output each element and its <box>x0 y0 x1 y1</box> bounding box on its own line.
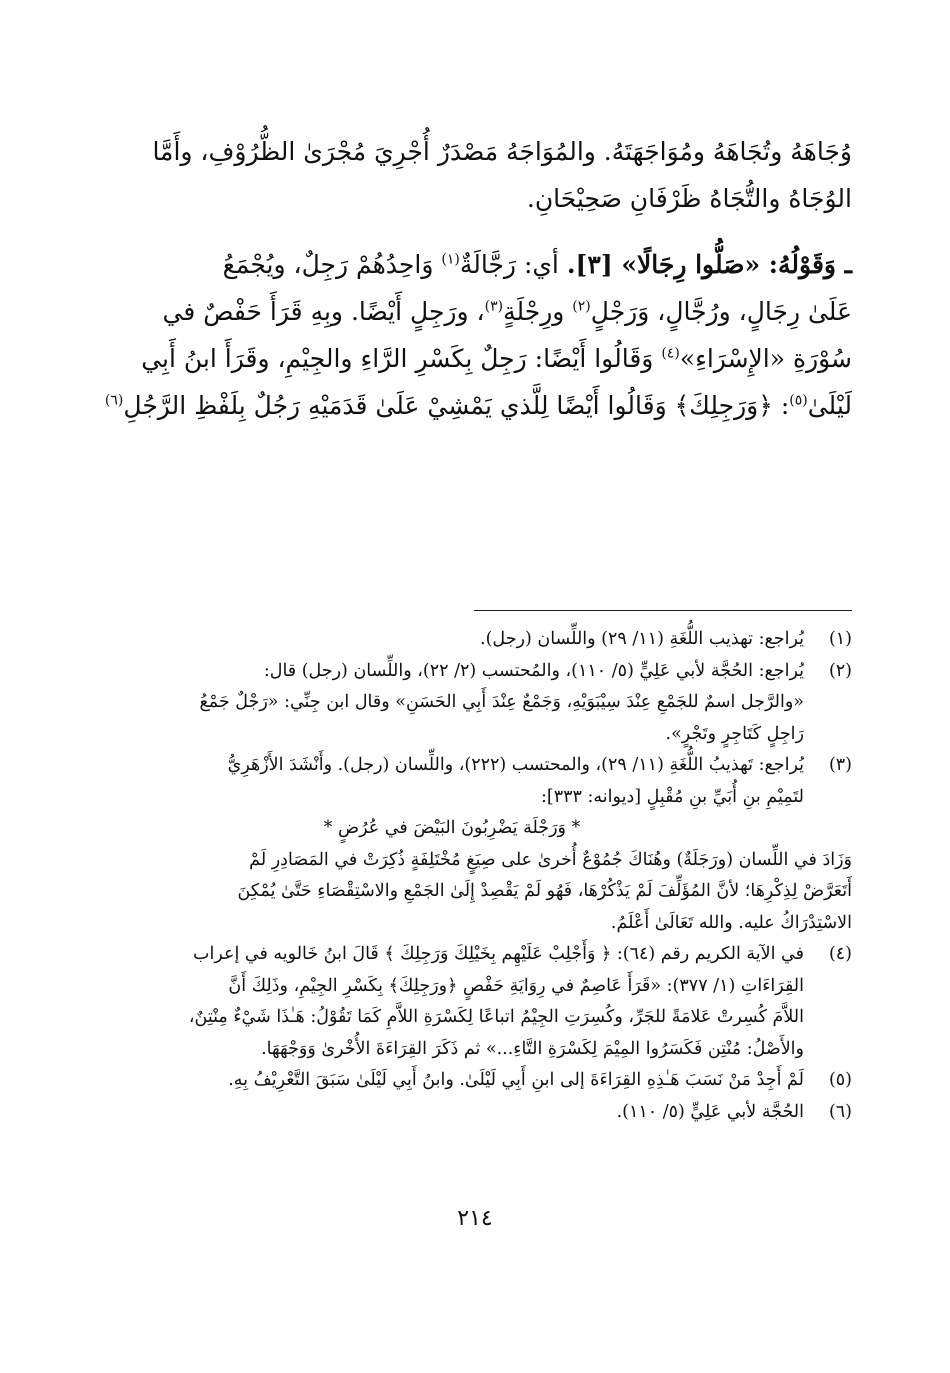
footnote-6 <box>100 1097 852 1129</box>
footnote-number: (٦) <box>828 1101 852 1122</box>
footnote-line: وَزَادَ في اللِّسان (ورَجَلَةٌ) وهُنَاكَ جُمُوْعٌ أُخرىٰ على صِيَغٍ مُخْتَلِفَةٍ ذُكِرَتْ في المَصَادِرِ لَمْ <box>249 849 852 870</box>
p2-text: أي: رَجَّالَةٌ <box>459 250 559 279</box>
footnote-text <box>100 750 804 813</box>
paragraph-1 <box>100 128 852 222</box>
footnote-divider <box>474 610 852 611</box>
p2-text: سُوْرَةِ «الإِسْرَاءِ» <box>679 344 852 373</box>
footnote-line: الاسْتِدْرَاكُ عليه. والله تَعَالَىٰ أَعْلَمُ. <box>610 912 852 933</box>
footnote-text <box>100 939 804 1065</box>
footnote-line: اللاَّمَ كُسِرتْ عَلامَةً للجَرِّ، وكُسِرَتِ الجِيْمُ اتباعًا لِكَسْرَةِ اللاَّمِ كَمَا تَقُوْلُ: هَـٰذَا شَيْءٌ مِنْتِنٌ، <box>188 1007 804 1027</box>
footnote-text <box>100 1097 804 1129</box>
footnote-line: الحُجَّة لأبي عَلِيٍّ (٥/ ١١٠). <box>616 1101 804 1122</box>
footnote-text <box>100 656 804 751</box>
page-number: ٢١٤ <box>457 1206 493 1231</box>
footnote-3 <box>100 750 852 813</box>
p1-line-2: الوُجَاهُ والتُّجَاهُ ظَرْفَانِ صَحِيْحَانِ. <box>526 184 852 213</box>
footnote-line: أَتَعَرَّضْ لِذِكْرِهَا؛ لأنَّ المُؤَلِّفَ لَمْ يَذْكُرْهَا، فَهُو لَمْ يَقْصِدْ إِلَىٰ الجَمْعِ والاسْتِقْصَاءِ حَتَّىٰ يُمْكِنَ <box>237 881 852 901</box>
p2-text: لَيْلَىٰ <box>807 391 852 420</box>
footnote-number: (٤) <box>828 944 852 964</box>
footnote-5 <box>100 1065 852 1097</box>
footnote-line: يُراجع: تهذيب اللُّغَةِ (١١/ ٢٩) واللِّسان (رجل). <box>480 629 804 649</box>
footnote-text <box>100 624 804 656</box>
footnote-line: والأَصْلُ: مُنْتِن فَكَسَرُوا المِيْمَ لِكَسْرَةِ التَّاءِ...» ثم ذَكَرَ القِرَاءَةَ الأُخْرىٰ وَوَجْهَهَا. <box>261 1038 804 1059</box>
main-text <box>100 128 852 429</box>
footnote-line: لتَمِيْمِ بنِ أُبَيِّ بنِ مُقْبِلٍ [ديوانه: ٣٣٣]: <box>541 786 804 807</box>
footnote-ref-4[interactable]: (٤) <box>661 345 680 362</box>
paragraph-2 <box>100 241 852 429</box>
footnote-ref-3[interactable]: (٣) <box>484 298 504 315</box>
footnote-number: (٢) <box>828 660 852 681</box>
footnote-line: رَاجِلٍ كَتَاجِرٍ وتَجْرٍ». <box>665 723 804 744</box>
footnote-line: «والرَّجل اسمٌ للجَمْعِ عِنْدَ سِيْبَوَيْهِ، وَجَمْعٌ عِنْدَ أَبِي الحَسَنِ» وقال ابن جِنِّي: «رَجْلٌ جَمْعُ <box>199 692 804 712</box>
footnote-line: لَمْ أَجِدْ مَنْ نَسَبَ هَـٰذِهِ القِرَاءَةَ إلى ابنِ أَبِي لَيْلَىٰ. وابنُ أَبِي لَيْلَىٰ سَبَقَ التَّعْرِيْفُ بِهِ. <box>228 1070 804 1090</box>
footnote-line: القِرَاءَاتِ (١/ ٣٧٧): «قَرَأَ عَاصِمٌ في رِوَايَةِ حَفْصٍ ﴿ورَجِلِكَ﴾ بِكَسْرِ الجِيْمِ، وذَلِكَ أَنَّ <box>228 975 804 996</box>
p2-text: ورِجْلَةٍ <box>503 297 565 326</box>
page-body <box>100 128 852 1122</box>
footnote-ref-5[interactable]: (٥) <box>789 392 808 409</box>
p2-lead: ـ وَقَوْلُهُ: «صَلُّوا رِجَالًا» [٣]. <box>566 250 852 279</box>
footnote-2 <box>100 656 852 751</box>
footnote-number: (٣) <box>828 755 852 775</box>
p2-text: ، ورَجِلٍ أَيْضًا. وبِهِ قَرَأَ حَفْصٌ في <box>162 297 485 326</box>
footnote-line: في الآية الكريم رقم (٦٤): ﴿ وَأَجْلِبْ عَلَيْهِم بِخَيْلِكَ وَرَجِلِكَ ﴾ قَالَ ابنُ خَالويه في إعراب <box>193 944 804 964</box>
footnote-ref-6[interactable]: (٦) <box>104 392 124 409</box>
p2-text: : ﴿وَرَجِلِكَ﴾ وَقَالُوا أَيْضًا لِلَّذي يَمْشِيْ عَلَىٰ قَدَمَيْهِ رَجُلٌ بِلَفْظِ الرَّجُلِ <box>123 391 790 420</box>
footnote-text <box>100 1065 804 1097</box>
footnotes <box>100 624 852 1128</box>
footnote-1 <box>100 624 852 656</box>
footnote-line: يُراجع: الحُجَّة لأبي عَلِيٍّ (٥/ ١١٠)، والمُحتسب (٢/ ٢٢)، واللِّسان (رجل) قال: <box>263 660 804 681</box>
footnote-number: (٥) <box>828 1070 852 1090</box>
footnote-ref-2[interactable]: (٢) <box>572 298 591 315</box>
footnote-number: (١) <box>828 629 852 649</box>
footnote-ref-1[interactable]: (١) <box>441 251 460 268</box>
footnote-3-continuation <box>100 845 852 940</box>
poetry-verse: * وَرَجْلَة يَضْرِبُونَ البَيْضَ في عُرُضٍ * <box>323 818 581 838</box>
p2-text: وَاحِدُهُمْ رَجِلٌ، ويُجْمَعُ <box>222 250 434 279</box>
p1-line-1: وُجَاهَهُ وتُجَاهَهُ ومُوَاجَهَتَهُ. والمُوَاجَهُ مَصْدَرٌ أُجْرِيَ مُجْرَىٰ الظُّرُوْفِ، وأَمَّا <box>152 137 852 166</box>
footnote-line: يُراجع: تَهذيبُ اللُّغَةِ (١١/ ٢٩)، والمحتسب (٢٢٢)، واللِّسان (رجل). وأَنْشَدَ الأَزْهَرِيُّ <box>227 755 804 775</box>
footnote-4 <box>100 939 852 1065</box>
p2-text: عَلَىٰ رِجَالٍ، ورُجَّالٍ، وَرَجْلٍ <box>590 297 852 326</box>
p2-text: وَقَالُوا أَيْضًا: رَجِلٌ بِكَسْرِ الرَّاءِ والجِيْمِ، وقَرَأَ ابنُ أَبِي <box>141 344 654 373</box>
